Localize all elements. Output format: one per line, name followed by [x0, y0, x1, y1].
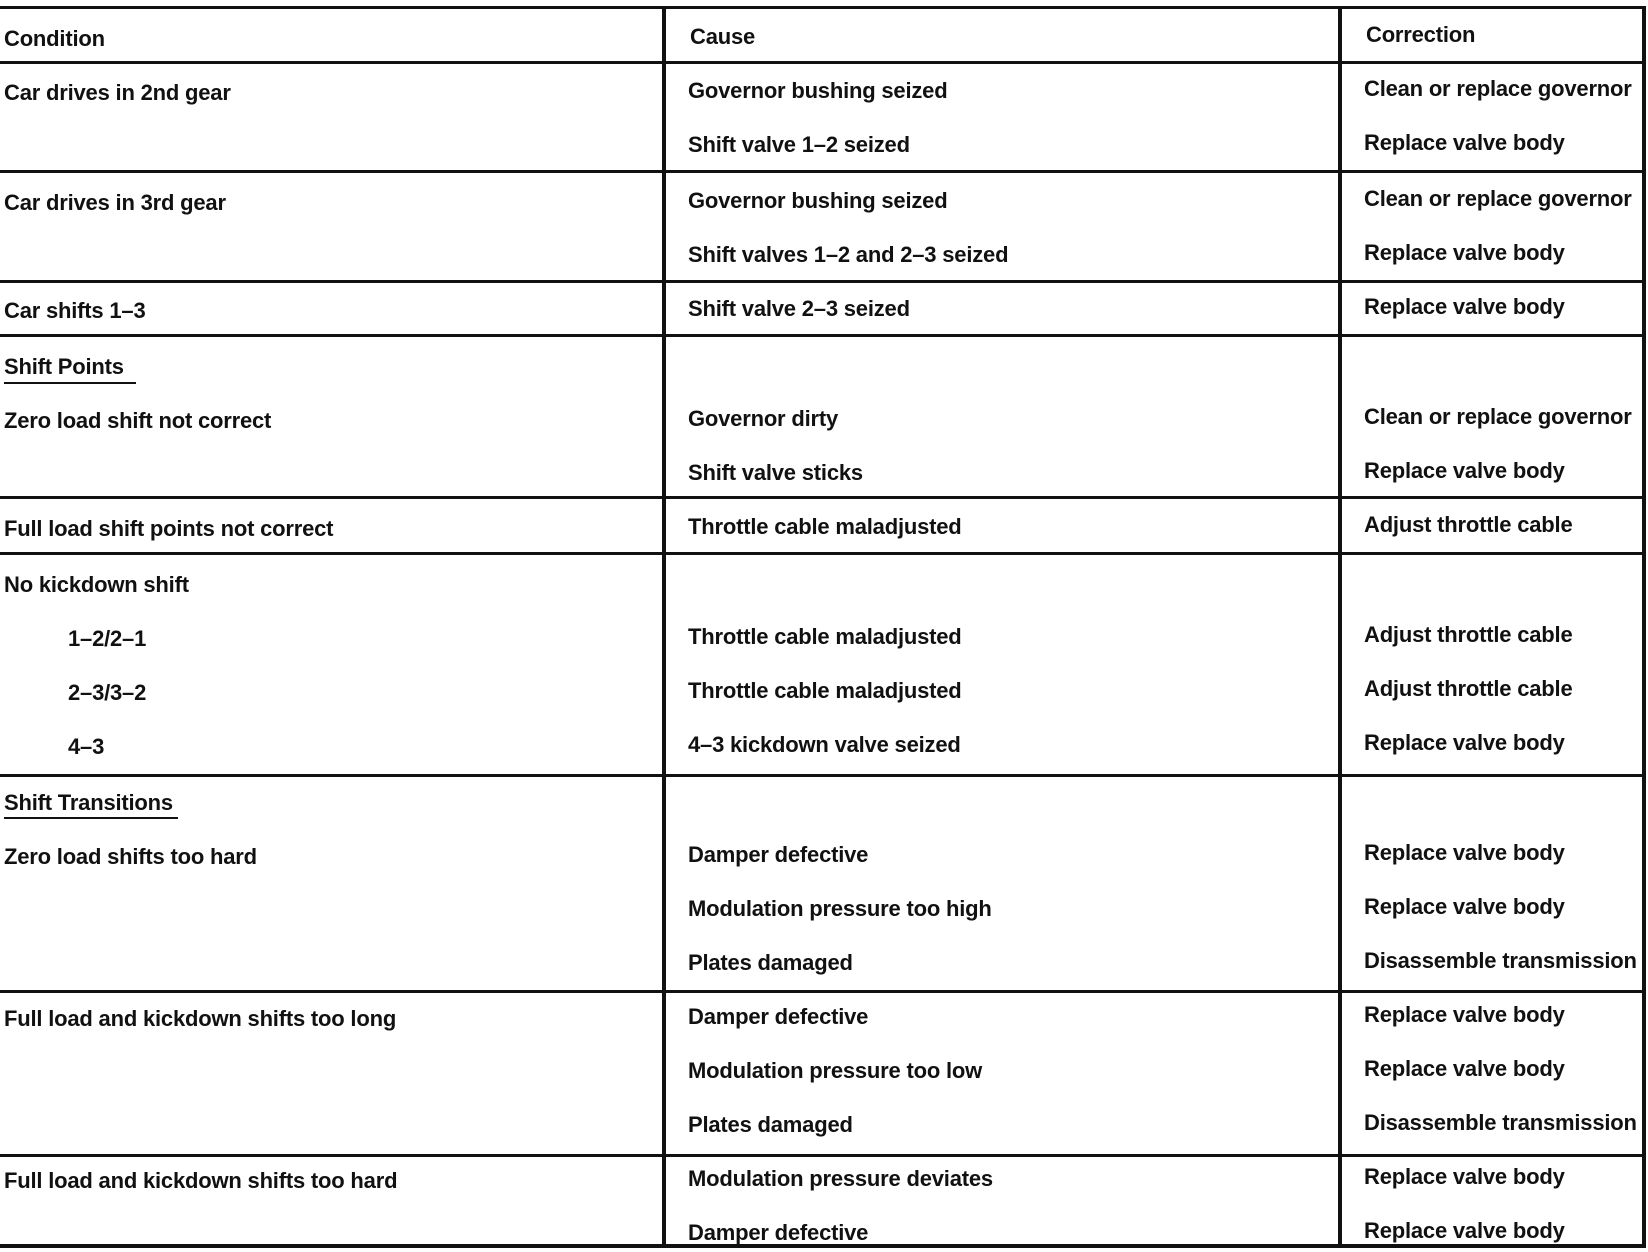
cause-cell: Shift valve 1–2 seized — [688, 132, 910, 157]
cause-cell: Governor bushing seized — [688, 78, 948, 103]
condition-cell: Car drives in 3rd gear — [4, 190, 226, 215]
condition-cell: Zero load shifts too hard — [4, 844, 257, 869]
cause-cell: Throttle cable maladjusted — [688, 678, 962, 703]
condition-cell: 4–3 — [68, 734, 105, 759]
section-heading-shift-points: Shift Points — [4, 354, 124, 379]
correction-cell: Replace valve body — [1364, 458, 1565, 483]
row-divider — [0, 61, 1646, 64]
cause-cell: Throttle cable maladjusted — [688, 624, 962, 649]
row-divider — [0, 1154, 1646, 1157]
table-right-border — [1642, 6, 1646, 1246]
condition-cell: 2–3/3–2 — [68, 680, 147, 705]
correction-cell: Adjust throttle cable — [1364, 512, 1573, 537]
condition-cell: Car drives in 2nd gear — [4, 80, 231, 105]
condition-cell: Car shifts 1–3 — [4, 298, 146, 323]
row-divider — [0, 280, 1646, 283]
cause-cell: Governor bushing seized — [688, 188, 948, 213]
correction-cell: Clean or replace governor — [1364, 186, 1632, 211]
cause-cell: Governor dirty — [688, 406, 839, 431]
row-divider — [0, 170, 1646, 173]
correction-cell: Disassemble transmission — [1364, 1110, 1637, 1135]
cause-cell: Damper defective — [688, 1220, 869, 1245]
condition-cell: 1–2/2–1 — [68, 626, 147, 651]
correction-cell: Replace valve body — [1364, 894, 1565, 919]
correction-cell: Replace valve body — [1364, 1218, 1565, 1243]
column-divider-correction — [1338, 6, 1342, 1246]
correction-cell: Replace valve body — [1364, 840, 1565, 865]
row-divider — [0, 334, 1646, 337]
correction-cell: Replace valve body — [1364, 294, 1565, 319]
row-divider — [0, 774, 1646, 777]
cause-cell: Plates damaged — [688, 950, 853, 975]
cause-cell: Shift valves 1–2 and 2–3 seized — [688, 242, 1009, 267]
section-underline — [4, 382, 136, 384]
cause-cell: Throttle cable maladjusted — [688, 514, 962, 539]
cause-cell: Shift valve 2–3 seized — [688, 296, 910, 321]
section-underline — [4, 817, 178, 819]
condition-cell: Zero load shift not correct — [4, 408, 272, 433]
header-correction: Correction — [1366, 22, 1476, 47]
correction-cell: Replace valve body — [1364, 730, 1565, 755]
correction-cell: Replace valve body — [1364, 240, 1565, 265]
cause-cell: Modulation pressure too high — [688, 896, 992, 921]
cause-cell: Plates damaged — [688, 1112, 853, 1137]
correction-cell: Clean or replace governor — [1364, 76, 1632, 101]
correction-cell: Adjust throttle cable — [1364, 622, 1573, 647]
correction-cell: Adjust throttle cable — [1364, 676, 1573, 701]
cause-cell: Damper defective — [688, 842, 869, 867]
condition-cell: Full load and kickdown shifts too hard — [4, 1168, 398, 1193]
row-divider — [0, 496, 1646, 499]
cause-cell: Modulation pressure too low — [688, 1058, 983, 1083]
correction-cell: Replace valve body — [1364, 1056, 1565, 1081]
header-condition: Condition — [4, 26, 105, 51]
header-cause: Cause — [690, 24, 756, 49]
condition-cell: Full load shift points not correct — [4, 516, 334, 541]
correction-cell: Disassemble transmission — [1364, 948, 1637, 973]
cause-cell: Modulation pressure deviates — [688, 1166, 993, 1191]
row-divider — [0, 990, 1646, 993]
condition-cell: No kickdown shift — [4, 572, 189, 597]
cause-cell: Damper defective — [688, 1004, 869, 1029]
section-heading-shift-transitions: Shift Transitions — [4, 790, 173, 815]
row-divider — [0, 552, 1646, 555]
condition-cell: Full load and kickdown shifts too long — [4, 1006, 397, 1031]
correction-cell: Replace valve body — [1364, 130, 1565, 155]
correction-cell: Replace valve body — [1364, 1002, 1565, 1027]
column-divider-cause — [662, 6, 666, 1246]
cause-cell: 4–3 kickdown valve seized — [688, 732, 961, 757]
correction-cell: Replace valve body — [1364, 1164, 1565, 1189]
table-top-border — [0, 6, 1646, 9]
cause-cell: Shift valve sticks — [688, 460, 863, 485]
correction-cell: Clean or replace governor — [1364, 404, 1632, 429]
